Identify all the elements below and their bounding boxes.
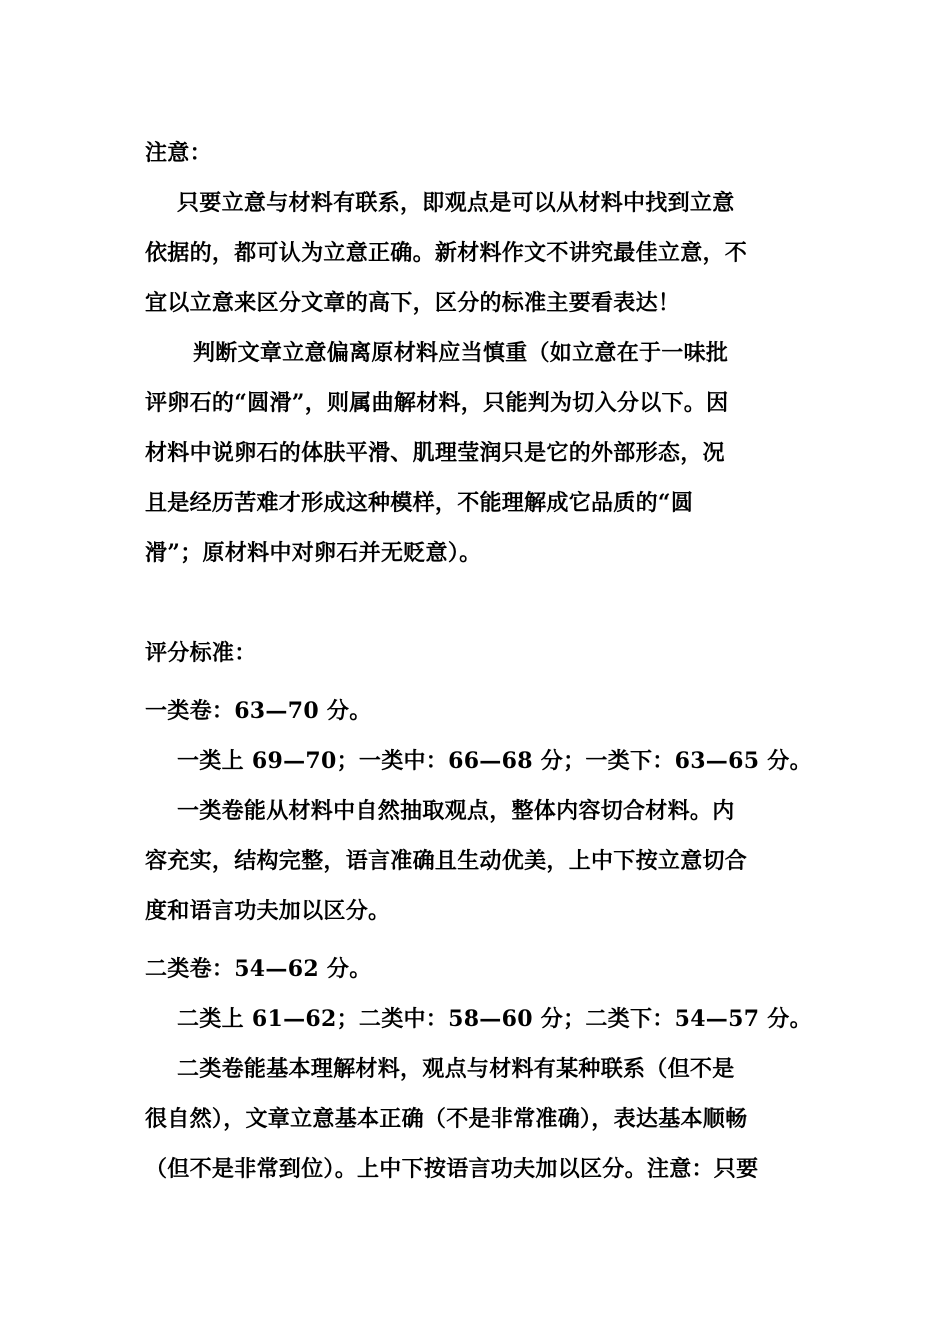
class1-title: 一类卷：63—70 分。 [145, 698, 372, 724]
notice-paragraph-2 [145, 328, 815, 578]
paragraph-line: 宜以立意来区分文章的高下，区分的标准主要看表达！ [145, 290, 681, 316]
paragraph-line: 材料中说卵石的体肤平滑、肌理莹润只是它的外部形态，况 [145, 440, 725, 466]
document-body [145, 128, 815, 1194]
paragraph-line: 评卵石的“圆滑”，则属曲解材料，只能判为切入分以下。因 [145, 390, 729, 416]
spacer [145, 936, 815, 944]
blank-line [145, 578, 815, 628]
scoring-heading: 评分标准： [145, 640, 257, 666]
paragraph-line: 很自然），文章立意基本正确（不是非常准确），表达基本顺畅 [145, 1106, 748, 1132]
notice-paragraph-1 [145, 178, 815, 328]
paragraph-line: 度和语言功夫加以区分。 [145, 898, 391, 924]
paragraph-line: 容充实，结构完整，语言准确且生动优美，上中下按立意切合 [145, 848, 748, 874]
class2-section [145, 944, 815, 1194]
class2-title: 二类卷：54—62 分。 [145, 956, 372, 982]
paragraph-line: 二类卷能基本理解材料，观点与材料有某种联系（但不是 [177, 1056, 735, 1082]
paragraph-line: 只要立意与材料有联系，即观点是可以从材料中找到立意 [177, 190, 735, 216]
paragraph-line: （但不是非常到位）。上中下按语言功夫加以区分。注意：只要 [145, 1156, 759, 1182]
paragraph-line: 一类卷能从材料中自然抽取观点，整体内容切合材料。内 [177, 798, 735, 824]
paragraph-line: 依据的，都可认为立意正确。新材料作文不讲究最佳立意，不 [145, 240, 748, 266]
notice-heading: 注意： [145, 140, 212, 166]
paragraph-line: 滑”；原材料中对卵石并无贬意）。 [145, 540, 482, 566]
paragraph-line: 判断文章立意偏离原材料应当慎重（如立意在于一味批 [193, 340, 729, 366]
class2-subgrades: 二类上 61—62；二类中：58—60 分；二类下：54—57 分。 [177, 1006, 812, 1032]
class1-subgrades: 一类上 69—70；一类中：66—68 分；一类下：63—65 分。 [177, 748, 812, 774]
class1-section [145, 686, 815, 936]
paragraph-line: 且是经历苦难才形成这种模样，不能理解成它品质的“圆 [145, 490, 694, 516]
spacer [145, 678, 815, 686]
